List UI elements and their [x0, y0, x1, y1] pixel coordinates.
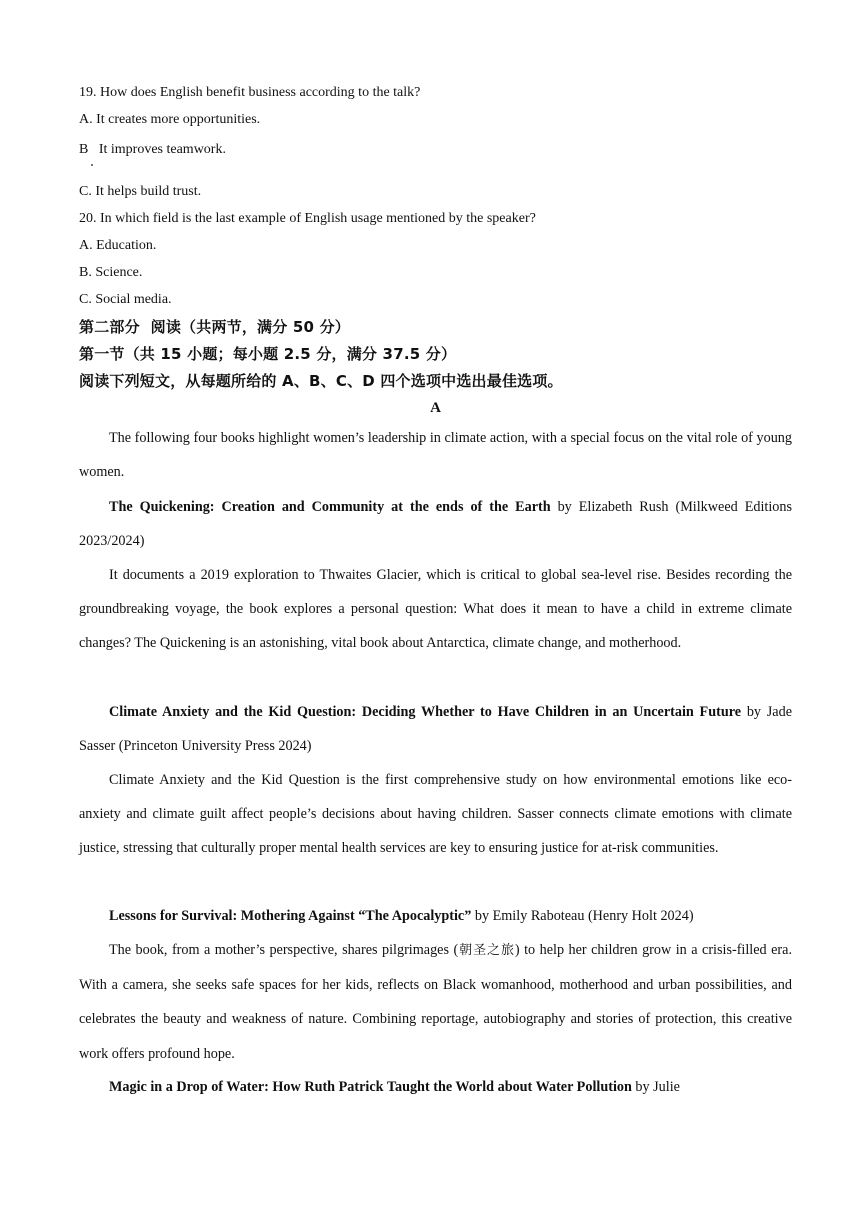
passage-intro: The following four books highlight women’s leadership in climate action, with a special focus on the vital role of young women. — [79, 430, 792, 481]
question-19-option-b: B It improves teamwork. — [79, 142, 226, 157]
book-1-description: It documents a 2019 exploration to Thwaites Glacier, which is critical to global sea-level rise. Besides recording the groundbreaking voyage, the book explores a personal question: What does it mean to have a child in extreme climate changes? The Quickening is an astonishing, vital book about Antarctica, climate change, and motherhood. — [79, 567, 792, 652]
question-19-option-c: C. It helps build trust. — [79, 184, 202, 199]
question-19-option-a: A. It creates more opportunities. — [79, 112, 261, 127]
question-20-stem: 20. In which field is the last example of English usage mentioned by the speaker? — [79, 211, 536, 226]
book-2-title: Climate Anxiety and the Kid Question: Deciding Whether to Have Children in an Uncertain Future — [109, 704, 742, 720]
instruction-text: 阅读下列短文，从每题所给的 A、B、C、D 四个选项中选出最佳选项。 — [79, 372, 563, 390]
book-2-byline: by Jade Sasser (Princeton University Press 2024) — [79, 704, 792, 755]
book-4-title: Magic in a Drop of Water: How Ruth Patrick Taught the World about Water Pollution — [109, 1079, 632, 1095]
question-19-stem: 19. How does English benefit business according to the talk? — [79, 85, 421, 100]
section-heading: 第一节（共 15 小题；每小题 2.5 分，满分 37.5 分） — [79, 345, 457, 363]
question-20-option-b: B. Science. — [79, 265, 143, 280]
chinese-gloss: 朝圣之旅 — [458, 943, 515, 958]
book-2-description: Climate Anxiety and the Kid Question is the first comprehensive study on how environmental emotions like eco-anxiety and climate guilt affect people’s decisions about having children. Sasser connects climate emotions with climate justice, stressing that culturally proper mental health services are key to ensuring justice for at-risk communities. — [79, 772, 792, 857]
book-2-heading — [79, 695, 792, 763]
book-3-description: The book, from a mother’s perspective, shares pilgrimages (朝圣之旅) to help her children grow in a crisis-filled era. With a camera, she seeks safe spaces for her kids, reflects on Black womanhood, motherhood and urban possibilities, and celebrates the beauty and weakness of nature. Combining reportage, autobiography and stories of protection, this creative work offers profound hope. — [79, 942, 792, 1062]
book-4-byline: by Julie — [631, 1079, 680, 1095]
passage-label: A — [430, 400, 441, 416]
book-3-byline: by Emily Raboteau (Henry Holt 2024) — [471, 908, 694, 924]
stray-dot — [91, 164, 93, 166]
book-1-byline: by Elizabeth Rush (Milkweed Editions 2023/2024) — [79, 499, 792, 550]
book-1-heading — [79, 490, 792, 558]
book-3-heading — [79, 899, 792, 933]
part-heading: 第二部分 阅读（共两节，满分 50 分） — [79, 318, 350, 336]
book-1-title: The Quickening: Creation and Community at the ends of the Earth — [109, 499, 551, 515]
book-3-title: Lessons for Survival: Mothering Against “The Apocalyptic” — [109, 908, 472, 924]
question-20-option-a: A. Education. — [79, 238, 157, 253]
question-20-option-c: C. Social media. — [79, 292, 172, 307]
book-4-heading — [79, 1070, 792, 1104]
